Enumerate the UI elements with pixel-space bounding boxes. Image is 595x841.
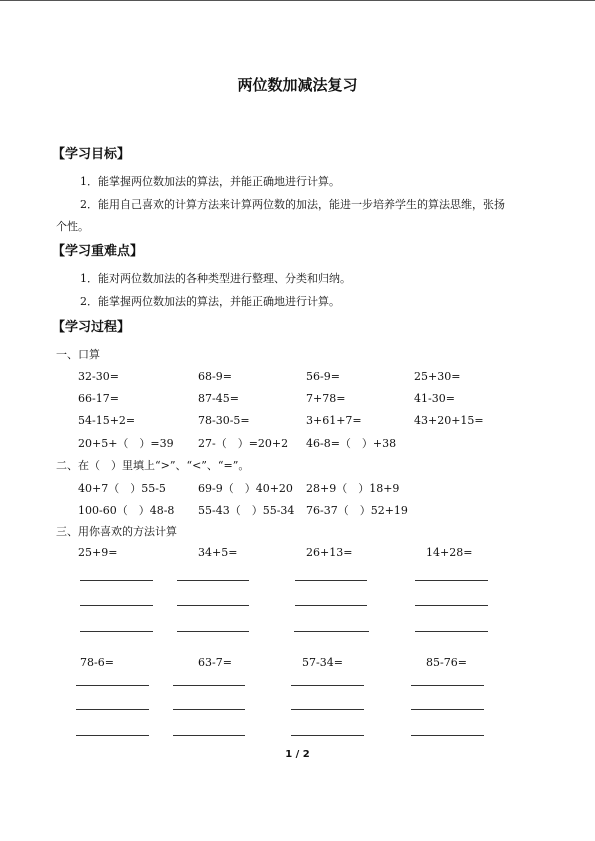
- answer-line[interactable]: [173, 685, 245, 686]
- answer-line[interactable]: [76, 685, 149, 686]
- calc-problem: 14+28=: [426, 546, 473, 559]
- answer-line[interactable]: [291, 735, 364, 736]
- mental-calc-item: 32-30=: [78, 370, 119, 383]
- section1-label: 一、口算: [56, 348, 100, 361]
- page-top-border: [0, 0, 595, 1]
- answer-line[interactable]: [415, 580, 488, 581]
- answer-line[interactable]: [80, 605, 153, 606]
- calc-problem: 25+9=: [78, 546, 118, 559]
- mental-calc-item: 66-17=: [78, 392, 119, 405]
- answer-line[interactable]: [177, 580, 249, 581]
- calc-problem: 26+13=: [306, 546, 353, 559]
- compare-item: 55-43（ ）55-34: [198, 504, 295, 517]
- compare-item: 100-60（ ）48-8: [78, 504, 175, 517]
- compare-item: 40+7（ ）55-5: [78, 482, 166, 495]
- mental-calc-item: 87-45=: [198, 392, 239, 405]
- page-number: 1 / 2: [285, 749, 310, 760]
- answer-line[interactable]: [415, 631, 488, 632]
- answer-line[interactable]: [291, 709, 364, 710]
- process-heading: 【学习过程】: [52, 320, 131, 335]
- answer-line[interactable]: [295, 580, 367, 581]
- answer-line[interactable]: [173, 735, 245, 736]
- mental-calc-item: 68-9=: [198, 370, 232, 383]
- answer-line[interactable]: [411, 685, 484, 686]
- key-point-1: 1．能对两位数加法的各种类型进行整理、分类和归纳。: [80, 272, 351, 285]
- mental-calc-item: 3+61+7=: [306, 414, 362, 427]
- compare-item: 69-9（ ）40+20: [198, 482, 293, 495]
- calc-problem: 34+5=: [198, 546, 238, 559]
- mental-calc-item: 41-30=: [414, 392, 455, 405]
- compare-item: 28+9（ ）18+9: [306, 482, 400, 495]
- objective-2: 2．能用自己喜欢的计算方法来计算两位数的加法，能进一步培养学生的算法思维，张扬: [80, 198, 505, 211]
- mental-calc-item: 25+30=: [414, 370, 461, 383]
- compare-item: 76-37（ ）52+19: [306, 504, 408, 517]
- mental-calc-item: 56-9=: [306, 370, 340, 383]
- page-title: 两位数加减法复习: [237, 76, 358, 94]
- answer-line[interactable]: [80, 580, 153, 581]
- mental-calc-item: 43+20+15=: [414, 414, 484, 427]
- key-point-2: 2．能掌握两位数加法的算法，并能正确地进行计算。: [80, 295, 340, 308]
- answer-line[interactable]: [76, 735, 149, 736]
- calc-problem: 78-6=: [80, 656, 114, 669]
- answer-line[interactable]: [411, 735, 484, 736]
- calc-problem: 57-34=: [302, 656, 343, 669]
- answer-line[interactable]: [173, 709, 245, 710]
- objective-1: 1．能掌握两位数加法的算法，并能正确地进行计算。: [80, 175, 340, 188]
- answer-line[interactable]: [415, 605, 488, 606]
- answer-line[interactable]: [295, 605, 367, 606]
- mental-calc-item: 27-（ ）=20+2: [198, 437, 289, 450]
- answer-line[interactable]: [80, 631, 153, 632]
- answer-line[interactable]: [177, 605, 249, 606]
- answer-line[interactable]: [294, 631, 369, 632]
- calc-problem: 63-7=: [198, 656, 232, 669]
- answer-line[interactable]: [177, 631, 249, 632]
- objective-2-cont: 个性。: [56, 220, 89, 233]
- mental-calc-item: 20+5+（ ）=39: [78, 437, 174, 450]
- answer-line[interactable]: [76, 709, 149, 710]
- section3-label: 三、用你喜欢的方法计算: [56, 525, 177, 538]
- objectives-heading: 【学习目标】: [52, 147, 131, 162]
- section2-label: 二、在（ ）里填上“>”、“<”、“=”。: [56, 459, 250, 472]
- mental-calc-item: 78-30-5=: [198, 414, 250, 427]
- mental-calc-item: 7+78=: [306, 392, 346, 405]
- answer-line[interactable]: [411, 709, 484, 710]
- mental-calc-item: 46-8=（ ）+38: [306, 437, 397, 450]
- calc-problem: 85-76=: [426, 656, 467, 669]
- answer-line[interactable]: [291, 685, 364, 686]
- mental-calc-item: 54-15+2=: [78, 414, 136, 427]
- key-points-heading: 【学习重难点】: [52, 244, 144, 259]
